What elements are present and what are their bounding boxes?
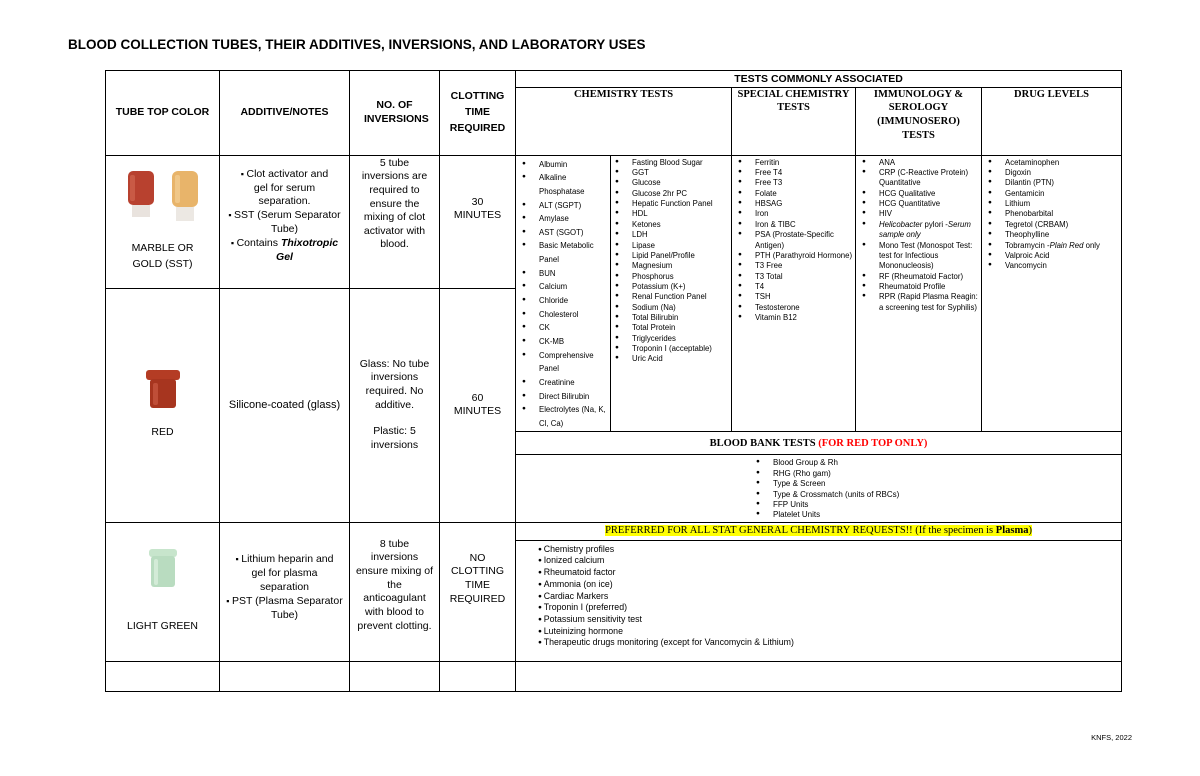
drugA-item: ● Lithium	[984, 199, 1119, 209]
spec-item: ● HBSAG	[734, 199, 853, 209]
special-chem-cell	[732, 155, 856, 432]
chem2-item: ● Phosphorus	[611, 272, 729, 282]
drug-tobra-prefix: Tobramycin -	[1005, 240, 1050, 250]
stat-item: ● Troponin I (preferred)	[538, 602, 1117, 614]
green-additive-item	[224, 595, 345, 623]
green-clotting-line3: TIME	[464, 579, 491, 592]
blood-tube-table	[105, 70, 1122, 692]
spec-item: ● PTH (Parathyroid Hormone)	[734, 251, 853, 261]
bb-item: ● Blood Group & Rh	[756, 458, 1121, 468]
red-inversions-cell	[350, 288, 440, 522]
sst-inversions-cell	[350, 155, 440, 288]
blood-bank-title-text: BLOOD BANK TESTS	[709, 437, 819, 449]
sst-additive-list	[220, 156, 349, 273]
chem2-item: ● Total Bilirubin	[611, 313, 729, 323]
page-title: BLOOD COLLECTION TUBES, THEIR ADDITIVES, INVERSIONS, AND LABORATORY USES	[68, 37, 646, 52]
drugA-item: ● Tegretol (CRBAM)	[984, 220, 1119, 230]
chem1-item: ● Basic Metabolic Panel	[518, 239, 608, 266]
chemistry-list-2	[611, 156, 731, 366]
red-additive-text: Silicone-coated (glass)	[228, 399, 341, 412]
chem1-item: ● Calcium	[518, 280, 608, 294]
green-additive-item	[224, 553, 345, 595]
sst-additive-text-3: Contains	[236, 236, 281, 249]
sst-additive-text-1: Clot activator and gel for serum separation.	[246, 167, 329, 208]
immuno-hpylori-em: Helicobacter	[879, 219, 923, 229]
chem2-item: ● LDH	[611, 230, 729, 240]
chem1-item: ● Direct Bilirubin	[518, 390, 608, 404]
green-color-label: LIGHT GREEN	[127, 620, 198, 633]
immuno-hpylori-rest: pylori -	[922, 219, 948, 229]
chem2-item: ● GGT	[611, 168, 729, 178]
spec-item: ● Ferritin	[734, 158, 853, 168]
red-additive-cell	[220, 288, 350, 522]
header-immunology: IMMUNOLOGY & SEROLOGY (IMMUNOSERO) TESTS	[856, 87, 982, 155]
header-tests-common: TESTS COMMONLY ASSOCIATED	[516, 71, 1122, 88]
drugB-item: ● Valproic Acid	[984, 251, 1119, 261]
header-inversions	[350, 71, 440, 156]
spec-item: ● T3 Free	[734, 261, 853, 271]
stat-cell	[516, 540, 1122, 661]
green-additive-list	[220, 553, 349, 630]
bb-item: ● Type & Screen	[756, 479, 1121, 489]
sst-additive-thixotropic: Thixotropic Gel	[276, 236, 339, 263]
spec-item: ● Free T4	[734, 168, 853, 178]
green-clotting-cell	[440, 522, 516, 661]
chem1-item: ● CK-MB	[518, 335, 608, 349]
red-clotting-unit: MINUTES	[453, 405, 502, 418]
tube-cell-sst	[106, 155, 220, 288]
green-clotting-line1: NO	[469, 551, 486, 564]
chem1-item: ● ALT (SGPT)	[518, 199, 608, 213]
tube-cell-green	[106, 522, 220, 661]
chemistry-col-2	[611, 156, 731, 432]
stat-title-plasma: Plasma	[995, 525, 1029, 537]
drugA-item: ● Dilantin (PTN)	[984, 178, 1119, 188]
stat-title	[516, 522, 1122, 540]
immB-item: ● RPR (Rapid Plasma Reagin: a screening test for Syphilis)	[858, 292, 979, 313]
chem1-item: ● Alkaline Phosphatase	[518, 171, 608, 198]
chem2-item: ● Sodium (Na)	[611, 303, 729, 313]
sst-additive-text-2: SST (Serum Separator Tube)	[234, 209, 341, 236]
chem2-item: ● Uric Acid	[611, 354, 729, 364]
chem1-item: ● CK	[518, 321, 608, 335]
red-clotting-cell	[440, 288, 516, 522]
chem2-item: ● Glucose 2hr PC	[611, 189, 729, 199]
spec-item: ● PSA (Prostate-Specific Antigen)	[734, 230, 853, 251]
sst-additive-item	[224, 209, 345, 237]
chem1-item: ● Albumin	[518, 158, 608, 172]
chem1-item: ● Cholesterol	[518, 308, 608, 322]
bb-item: ● FFP Units	[756, 500, 1121, 510]
blood-bank-cell	[516, 455, 1122, 522]
bb-item: ● Type & Crossmatch (units of RBCs)	[756, 490, 1121, 500]
drug-item	[984, 241, 1119, 251]
sst-tube-images	[108, 171, 217, 221]
chem2-item: ● Hepatic Function Panel	[611, 199, 729, 209]
stat-item: ● Ionized calcium	[538, 555, 1117, 567]
immA-item: ● HCG Qualitative	[858, 189, 979, 199]
red-clotting-value: 60	[471, 391, 484, 404]
sst-clotting-cell	[440, 155, 516, 288]
green-tube-icon	[148, 549, 178, 587]
stat-item: ● Luteinizing hormone	[538, 626, 1117, 638]
blood-bank-list	[516, 455, 1121, 521]
chem1-item: ● Creatinine	[518, 376, 608, 390]
header-drug-levels: DRUG LEVELS	[982, 87, 1122, 155]
sst-clotting-unit: MINUTES	[453, 209, 502, 222]
immunology-list	[856, 156, 981, 314]
immunology-cell	[856, 155, 982, 432]
chem2-item: ● Triglycerides	[611, 334, 729, 344]
immA-item: ● HCG Quantitative	[858, 199, 979, 209]
sst-inversions-text: 5 tube inversions are required to ensure the mixing of clot activator with blood.	[361, 156, 428, 251]
empty-cell	[106, 661, 220, 691]
chemistry-col-1	[516, 156, 611, 432]
immunology-item	[858, 220, 979, 241]
chem2-item: ● Fasting Blood Sugar	[611, 158, 729, 168]
bb-item: ● RHG (Rho gam)	[756, 469, 1121, 479]
chem1-item: ● Chloride	[518, 294, 608, 308]
spec-item: ● T3 Total	[734, 272, 853, 282]
header-chemistry: CHEMISTRY TESTS	[516, 87, 732, 155]
stat-item: ● Rheumatoid factor	[538, 567, 1117, 579]
immA-item: ● HIV	[858, 209, 979, 219]
red-tube-icon	[145, 370, 181, 408]
immA-item: ● CRP (C-Reactive Protein) Quantitative	[858, 168, 979, 189]
bb-item: ● Platelet Units	[756, 510, 1121, 520]
spec-item: ● T4	[734, 282, 853, 292]
sst-clotting-value: 30	[471, 195, 484, 208]
chem2-item: ● Glucose	[611, 178, 729, 188]
drug-tobra-em: Plain Red	[1049, 240, 1084, 250]
stat-item: ● Ammonia (on ice)	[538, 579, 1117, 591]
empty-cell	[516, 661, 1122, 691]
red-inversions-text-2: Plastic: 5 inversions	[370, 425, 419, 451]
drug-levels-cell	[982, 155, 1122, 432]
stat-title-text: PREFERRED FOR ALL STAT GENERAL CHEMISTRY REQUESTS!! (If the specimen is	[605, 525, 996, 537]
chem2-item: ● Magnesium	[611, 261, 729, 271]
chem2-item: ● Ketones	[611, 220, 729, 230]
spec-item: ● Folate	[734, 189, 853, 199]
immB-item: ● Mono Test (Monospot Test: test for Infectious Mononucleosis)	[858, 241, 979, 272]
chem2-item: ● Lipid Panel/Profile	[611, 251, 729, 261]
footer-credit: KNFS, 2022	[1091, 733, 1132, 742]
immB-item: ● RF (Rheumatoid Factor)	[858, 272, 979, 282]
blood-bank-title-red: (FOR RED TOP ONLY)	[818, 437, 928, 449]
sst-color-label-line2: GOLD (SST)	[132, 257, 193, 270]
chem2-item: ● HDL	[611, 209, 729, 219]
sst-color-label-line1: MARBLE OR	[131, 241, 194, 254]
immuno-hpylori-serum: Serum sample only	[879, 219, 971, 240]
empty-cell	[350, 661, 440, 691]
chem1-item: ● Electrolytes (Na, K, Cl, Ca)	[518, 403, 608, 430]
header-clotting	[440, 71, 516, 156]
drugB-item: ● Vancomycin	[984, 261, 1119, 271]
drug-levels-list	[982, 156, 1121, 273]
green-clotting-line2: CLOTTING	[450, 565, 505, 578]
green-additive-text-2: PST (Plasma Separator Tube)	[232, 594, 343, 621]
spec-item: ● TSH	[734, 292, 853, 302]
drugA-item: ● Acetaminophen	[984, 158, 1119, 168]
header-clotting-text: CLOTTING TIME REQUIRED	[449, 90, 506, 134]
sst-red-tube-icon	[126, 171, 156, 217]
green-inversions-text: 8 tube inversions ensure mixing of the anticoagulant with blood to prevent clotting.	[355, 537, 434, 632]
chemistry-tests-cell	[516, 155, 732, 432]
blood-bank-title	[516, 432, 1122, 455]
spec-item: ● Iron & TIBC	[734, 220, 853, 230]
red-color-label: RED	[151, 425, 174, 438]
empty-cell	[220, 661, 350, 691]
chem2-item: ● Potassium (K+)	[611, 282, 729, 292]
sst-additive-item	[224, 168, 345, 210]
sst-additive-item	[224, 237, 345, 265]
drugA-item: ● Gentamicin	[984, 189, 1119, 199]
chem2-item: ● Lipase	[611, 241, 729, 251]
drugA-item: ● Phenobarbital	[984, 209, 1119, 219]
green-additive-text-1: Lithium heparin and gel for plasma separation	[241, 553, 334, 593]
green-additive-cell	[220, 522, 350, 661]
special-chem-list	[732, 156, 855, 325]
green-clotting-line4: REQUIRED	[449, 592, 506, 605]
sst-gold-tube-icon	[170, 171, 200, 221]
sst-additive-cell	[220, 155, 350, 288]
chem2-item: ● Total Protein	[611, 323, 729, 333]
immB-item: ● Rheumatoid Profile	[858, 282, 979, 292]
chem1-item: ● AST (SGOT)	[518, 226, 608, 240]
sst-color-label	[108, 241, 217, 273]
stat-item: ● Cardiac Markers	[538, 591, 1117, 603]
green-inversions-cell	[350, 522, 440, 661]
header-special-chem: SPECIAL CHEMISTRY TESTS	[732, 87, 856, 155]
drugA-item: ● Digoxin	[984, 168, 1119, 178]
stat-item: ● Therapeutic drugs monitoring (except for Vancomycin & Lithium)	[538, 637, 1117, 649]
stat-list	[516, 541, 1121, 651]
header-tube-top-color: TUBE TOP COLOR	[106, 71, 220, 156]
stat-title-close: )	[1028, 525, 1032, 537]
drug-tobra-suffix: only	[1083, 240, 1100, 250]
spec-item: ● Iron	[734, 209, 853, 219]
red-inversions-text-1: Glass: No tube inversions required. No additive.	[359, 357, 430, 411]
spec-item: ● Free T3	[734, 178, 853, 188]
stat-title-highlight	[605, 525, 1032, 536]
spec-item: ● Testosterone	[734, 303, 853, 313]
stat-item: ● Potassium sensitivity test	[538, 614, 1117, 626]
chem1-item: ● Comprehensive Panel	[518, 349, 608, 376]
immA-item: ● ANA	[858, 158, 979, 168]
stat-item: ● Chemistry profiles	[538, 544, 1117, 556]
tube-cell-red	[106, 288, 220, 522]
spec-item: ● Vitamin B12	[734, 313, 853, 323]
header-additive: ADDITIVE/NOTES	[220, 71, 350, 156]
chem2-item: ● Troponin I (acceptable)	[611, 344, 729, 354]
chem2-item: ● Renal Function Panel	[611, 292, 729, 302]
chem1-item: ● BUN	[518, 267, 608, 281]
chemistry-list-1	[516, 156, 610, 432]
empty-cell	[440, 661, 516, 691]
chem1-item: ● Amylase	[518, 212, 608, 226]
chemistry-columns	[516, 156, 731, 432]
header-inversions-text: NO. OF INVERSIONS	[364, 99, 429, 125]
drugA-item: ● Theophylline	[984, 230, 1119, 240]
